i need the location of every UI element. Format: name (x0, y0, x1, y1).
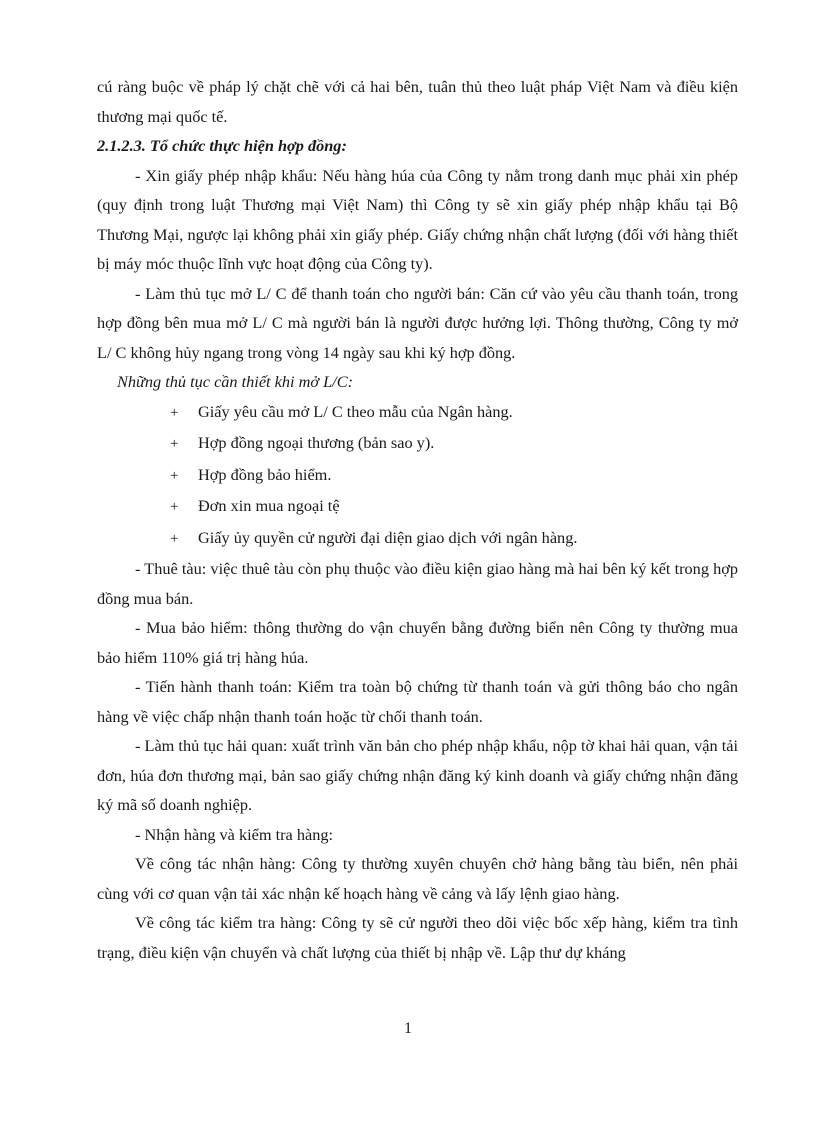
paragraph-receiving: Về công tác nhận hàng: Công ty thường xuyên chuyên chở hàng bằng tàu biển, nên phải cùng với cơ quan vận tải xác nhận kế hoạch hàng về cảng và lấy lệnh giao hàng. (97, 854, 738, 903)
list-item-text: Đơn xin mua ngoại tệ (198, 496, 340, 515)
paragraph-open-lc: - Làm thủ tục mở L/ C để thanh toán cho người bán: Căn cứ vào yêu cầu thanh toán, trong hợp đồng bên mua mở L/ C mà người bán là người được hưởng lợi. Thông thường, Công ty mở L/ C không hủy ngang trong vòng 14 ngày sau khi ký hợp đồng. (97, 283, 738, 362)
list-item-text: Giấy ủy quyền cử người đại diện giao dịch với ngân hàng. (198, 527, 578, 547)
list-item (97, 491, 738, 523)
list-item (97, 460, 738, 492)
list-item-text: Hợp đồng bảo hiểm. (198, 464, 332, 484)
paragraph-payment: - Tiến hành thanh toán: Kiểm tra toàn bộ chứng từ thanh toán và gửi thông báo cho ngân hàng về việc chấp nhận thanh toán hoặc từ chối thanh toán. (97, 677, 738, 726)
paragraph-receive-inspect: - Nhận hàng và kiểm tra hàng: (135, 824, 334, 844)
continuation-paragraph: cú ràng buộc về pháp lý chặt chẽ với cả hai bên, tuân thủ theo luật pháp Việt Nam và điều kiện thương mại quốc tế. (97, 77, 738, 126)
list-item (97, 397, 738, 429)
list-item (97, 428, 738, 460)
paragraph-customs: - Làm thủ tục hải quan: xuất trình văn bản cho phép nhập khẩu, nộp tờ khai hải quan, vận tải đơn, húa đơn thương mại, bản sao giấy chứng nhận đăng ký kinh doanh và giấy chứng nhận đăng ký mã số doanh nghiệp. (97, 736, 738, 814)
paragraph-ship-chartering: - Thuê tàu: việc thuê tàu còn phụ thuộc vào điều kiện giao hàng mà hai bên ký kết trong hợp đồng mua bán. (97, 559, 738, 608)
paragraph-inspection: Về công tác kiểm tra hàng: Công ty sẽ cử người theo dõi việc bốc xếp hàng, kiểm tra tình trạng, điều kiện vận chuyển và chất lượng của thiết bị nhập về. Lập thư dự kháng (97, 913, 738, 962)
plus-bullet-icon: + (170, 499, 179, 515)
plus-bullet-icon: + (170, 436, 179, 452)
lc-procedures-list (97, 397, 738, 555)
plus-bullet-icon: + (170, 404, 179, 421)
list-item-text: Giấy yêu cầu mở L/ C theo mẫu của Ngân hàng. (198, 401, 513, 421)
list-item (97, 523, 738, 555)
section-heading: 2.1.2.3. Tổ chức thực hiện hợp đồng: (97, 136, 347, 155)
page-content (97, 72, 738, 967)
page-number: 1 (404, 1020, 412, 1037)
list-item-text: Hợp đồng ngoại thương (bản sao y). (198, 433, 435, 452)
plus-bullet-icon: + (170, 530, 179, 547)
plus-bullet-icon: + (170, 467, 179, 484)
lc-procedures-heading: Những thủ tục cần thiết khi mở L/C: (117, 372, 353, 391)
paragraph-import-license: - Xin giấy phép nhập khẩu: Nếu hàng húa của Công ty nằm trong danh mục phải xin phép (quy định trong luật Thương mại Việt Nam) thì Công ty sẽ xin giấy phép nhập khẩu tại Bộ Thương Mại, ngược lại không phải xin giấy phép. Giấy chứng nhận chất lượng (đối với hàng thiết bị máy móc thuộc lĩnh vực hoạt động của Công ty). (97, 165, 738, 273)
paragraph-insurance: - Mua bảo hiểm: thông thường do vận chuyển bằng đường biển nên Công ty thường mua bảo hiểm 110% giá trị hàng húa. (97, 618, 738, 667)
